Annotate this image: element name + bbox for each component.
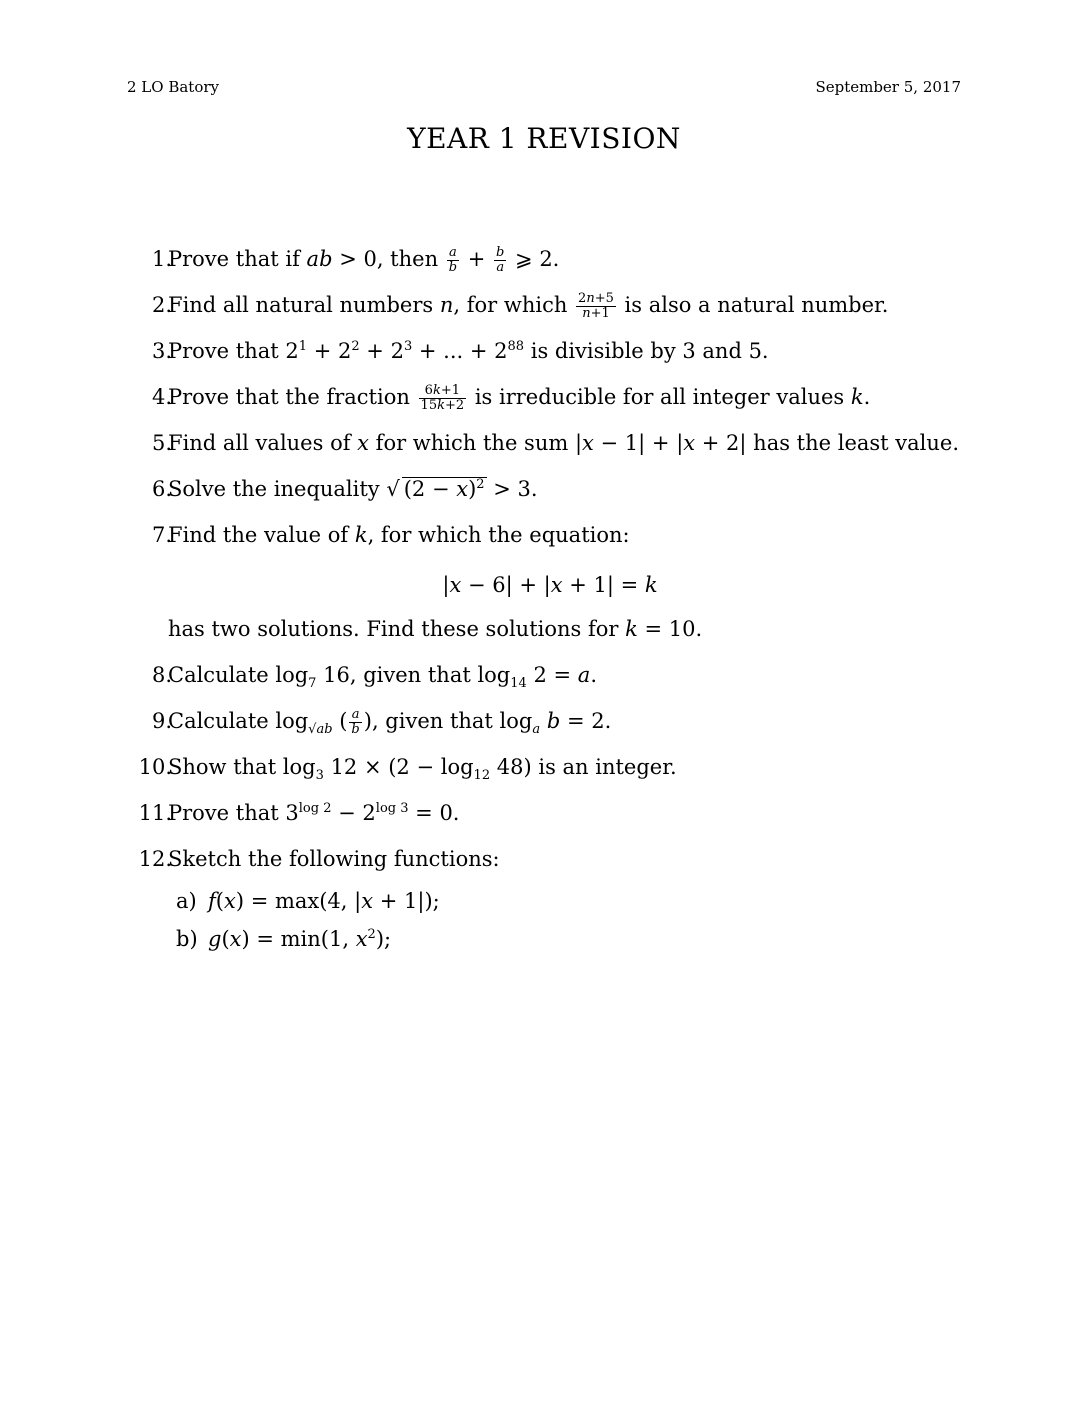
- page-title: YEAR 1 REVISION: [407, 122, 681, 155]
- problem-1: [110, 236, 990, 282]
- header-school: 2 LO Batory: [127, 78, 220, 96]
- problem-9: [110, 698, 990, 744]
- problem-text: Sketch the following functions:: [168, 847, 500, 871]
- subitem-label: b): [176, 927, 198, 951]
- problem-number: 4.: [151, 385, 172, 409]
- problem-number: 5.: [151, 431, 172, 455]
- problem-number: 8.: [151, 663, 172, 687]
- problem-text: Prove that if ab > 0, then $\frac{a}{b}$ + $\frac{b}{a}$ ⩾ 2.: [168, 245, 560, 275]
- problem-12: [110, 836, 990, 882]
- subitem-label: a): [176, 889, 197, 913]
- problem-number: 1.: [151, 247, 172, 271]
- header-date: September 5, 2017: [815, 78, 961, 96]
- problem-list: [110, 236, 990, 958]
- problem-text: Prove that $3^{log 2} - 2^{log 3} = 0$.: [168, 801, 460, 825]
- problem-number: 9.: [151, 709, 172, 733]
- problem-text: Find all natural numbers n, for which $\frac{2n+5}{n+1}$ is also a natural number.: [168, 291, 889, 321]
- problem-7: [110, 512, 990, 558]
- problem-10: [110, 744, 990, 790]
- subitem-text: f(x) = max(4, |x + 1|);: [208, 889, 440, 913]
- problem-2: [110, 282, 990, 328]
- problem-6: [110, 466, 990, 512]
- problem-text: Find all values of x for which the sum |x − 1| + |x + 2| has the least value.: [168, 431, 960, 455]
- problem-number: 10.: [138, 755, 172, 779]
- problem-number: 2.: [151, 293, 172, 317]
- problem-3: [110, 328, 990, 374]
- problem-text: Show that $\log_3 12 \times (2 - \log_{12} 48)$ is an integer.: [168, 755, 677, 783]
- problem-text: Prove that the fraction $\frac{6k+1}{15k+2}$ is irreducible for all integer values k.: [168, 383, 871, 413]
- problem-text: Find the value of k, for which the equation:: [168, 523, 630, 547]
- problem-4: [110, 374, 990, 420]
- problem-number: 3.: [151, 339, 172, 363]
- problem-text: Calculate $\log_{√ab}$ ( $\frac{a}{b}$ ), given that $\log_a b = 2$.: [168, 707, 612, 737]
- problem-7-equation: |x − 6| + |x + 1| = k: [442, 573, 658, 597]
- problem-12b: [110, 920, 990, 958]
- problem-5: [110, 420, 990, 466]
- problem-number: 11.: [138, 801, 172, 825]
- problem-text: Calculate $\log_7 16$, given that $\log_{14} 2 = a$.: [168, 663, 598, 691]
- problem-number: 6.: [151, 477, 172, 501]
- problem-text: Prove that $2^1 + 2^2 + 2^3$ + ... + $2^{88}$ is divisible by 3 and 5.: [168, 339, 769, 363]
- problem-7-continuation: has two solutions. Find these solutions for k = 10.: [168, 617, 703, 641]
- problem-11: [110, 790, 990, 836]
- problem-number: 12.: [138, 847, 172, 871]
- problem-number: 7.: [151, 523, 172, 547]
- problem-8: [110, 652, 990, 698]
- problem-text: Solve the inequality √ $(2 - x)^2 > 3$.: [168, 477, 538, 501]
- problem-12a: [110, 882, 990, 920]
- subitem-text: g(x) = min(1, $x^2$);: [208, 927, 392, 951]
